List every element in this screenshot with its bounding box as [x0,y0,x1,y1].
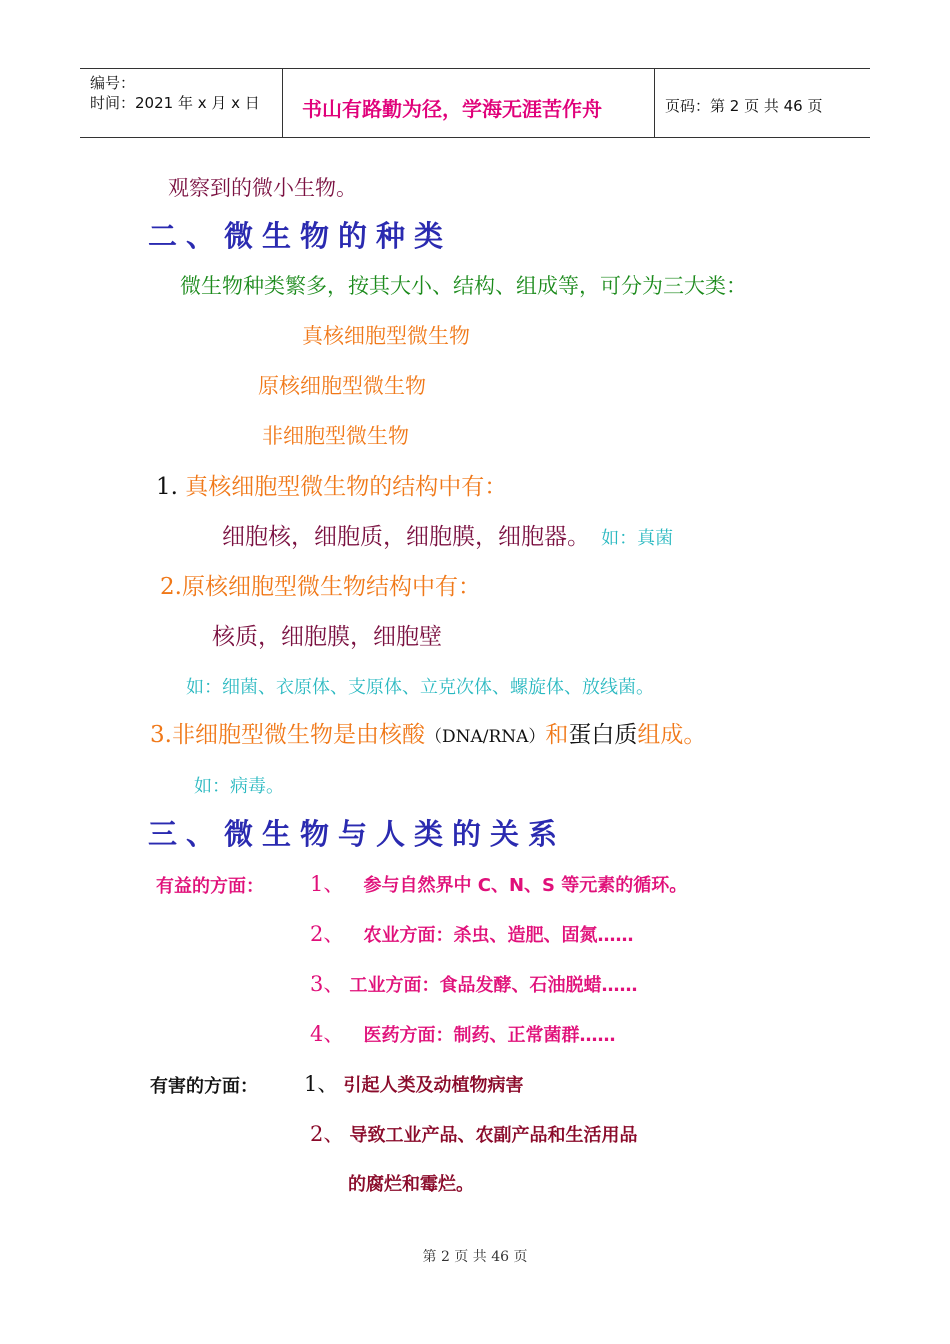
beneficial-number: 2、 [310,922,345,946]
item3-example: 如：病毒。 [194,776,284,797]
beneficial-text: 农业方面：杀虫、造肥、固氮…… [363,925,634,946]
beneficial-item [310,1018,615,1048]
section-heading-types: 二、微生物的种类 [148,219,453,253]
item2-example: 如：细菌、衣原体、支原体、立克次体、螺旋体、放线菌。 [186,677,654,698]
item1-example: 如：真菌 [601,528,674,549]
beneficial-text: 医药方面：制药、正常菌群…… [363,1025,616,1046]
type-item: 真核细胞型微生物 [302,324,470,348]
beneficial-label: 有益的方面： [156,876,264,897]
item3-paren: （DNA/RNA） [424,727,546,747]
header-page-info: 页码：第 2 页 共 46 页 [665,97,823,115]
beneficial-number: 3、 [310,972,345,996]
beneficial-item [310,968,637,998]
type-item: 原核细胞型微生物 [258,374,426,398]
page-header [80,68,870,138]
item1-title-line [156,468,507,501]
item3-and: 和 [545,722,569,748]
harmful-label: 有害的方面： [150,1076,258,1097]
beneficial-item [310,868,687,898]
section-heading-relations: 三、微生物与人类的关系 [148,817,567,851]
harmful-text: 导致工业产品、农副产品和生活用品 [349,1125,638,1146]
harmful-number: 2、 [310,1122,345,1146]
item3-tail: 组成。 [637,722,707,748]
item1-number: 1. [156,474,178,500]
item1-parts: 细胞核，细胞质，细胞膜，细胞器。 [222,524,590,550]
beneficial-number: 4、 [310,1022,345,1046]
item3-title-line [150,716,706,749]
item1-parts-line [222,518,673,551]
continued-line: 观察到的微小生物。 [168,176,357,200]
header-divider [282,69,283,137]
item3-title: 3.非细胞型微生物是由核酸 [150,722,425,748]
harmful-text: 引起人类及动植物病害 [343,1075,524,1096]
header-number-label: 编号： [90,74,136,92]
harmful-item [304,1068,523,1098]
harmful-number: 1、 [304,1072,339,1096]
beneficial-text: 工业方面：食品发酵、石油脱蜡…… [349,975,638,996]
header-time-label: 时间：2021 年 x 月 x 日 [90,94,260,112]
beneficial-text: 参与自然界中 C、N、S 等元素的循环。 [363,875,688,896]
item2-title: 2.原核细胞型微生物结构中有： [160,574,481,600]
page-footer: 第 2 页 共 46 页 [422,1249,528,1265]
header-motto: 书山有路勤为径，学海无涯苦作舟 [302,97,602,121]
beneficial-number: 1、 [310,872,345,896]
harmful-continued: 的腐烂和霉烂。 [348,1174,474,1195]
beneficial-item [310,918,633,948]
types-intro: 微生物种类繁多，按其大小、结构、组成等，可分为三大类： [180,274,747,298]
item1-title: 真核细胞型微生物的结构中有： [185,474,508,500]
header-divider [654,69,655,137]
item2-parts: 核质，细胞膜，细胞壁 [212,624,442,650]
harmful-item [310,1118,637,1148]
type-item: 非细胞型微生物 [262,424,409,448]
item3-protein: 蛋白质 [568,722,638,748]
